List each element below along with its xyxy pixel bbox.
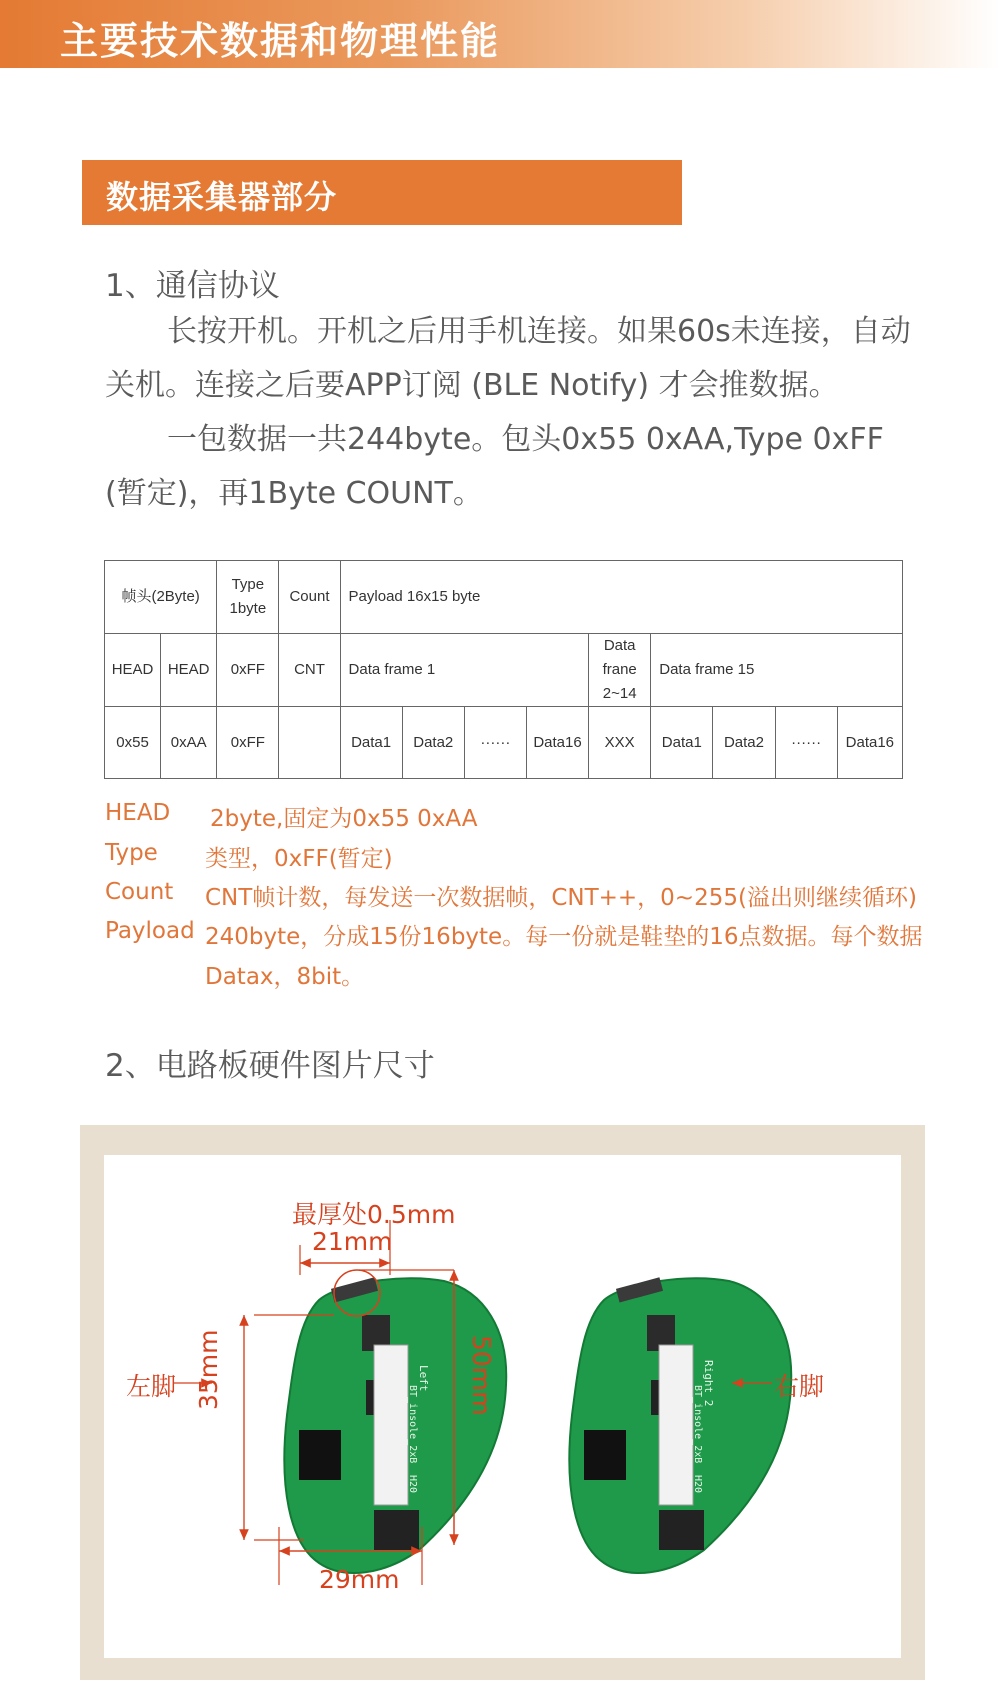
table-cell: 0xAA <box>161 707 217 779</box>
left-foot-label: 左脚 <box>126 1372 177 1401</box>
table-cell: HEAD <box>105 634 161 707</box>
table-cell: Data1 <box>651 707 713 779</box>
table-cell: XXX <box>589 707 651 779</box>
table-cell: 0xFF <box>217 634 279 707</box>
definition-desc-cont: Datax，8bit。 <box>205 964 365 990</box>
table-cell: ······ <box>464 707 526 779</box>
right-foot-label: 右脚 <box>774 1372 825 1401</box>
silk-model: BT_insole_2xB <box>407 1385 418 1464</box>
silk-model-right: BT_insole_2xB <box>692 1385 703 1464</box>
width-bottom-label: 29mm <box>319 1565 400 1594</box>
table-cell: Data1 <box>340 707 402 779</box>
table-cell: Data2 <box>713 707 775 779</box>
table-cell: Data16 <box>837 707 902 779</box>
definition-term: Count <box>105 879 174 905</box>
definition-term: Payload <box>105 918 195 944</box>
table-row <box>105 634 903 707</box>
table-cell <box>279 707 340 779</box>
protocol-paragraph-2 <box>105 413 915 521</box>
protocol-heading: 1、通信协议 <box>105 268 280 304</box>
definition-desc: 240byte，分成15份16byte。每一份就是鞋垫的16点数据。每个数据 <box>205 924 923 950</box>
table-row <box>105 561 903 634</box>
height-right-label: 50mm <box>467 1335 496 1416</box>
top-banner <box>0 0 1000 68</box>
table-cell: Data frame 15 <box>651 634 903 707</box>
table-row <box>105 707 903 779</box>
height-left-label: 35mm <box>194 1329 223 1410</box>
table-cell: Type 1byte <box>217 561 279 634</box>
silk-ver-right: H20 <box>692 1475 703 1494</box>
silk-ver: H20 <box>407 1475 418 1494</box>
section-title: 数据采集器部分 <box>106 178 338 216</box>
right-board <box>569 1277 791 1573</box>
definition-term: HEAD <box>105 800 171 826</box>
silk-right: Right 2 <box>702 1360 715 1407</box>
definition-term: Type <box>105 840 158 866</box>
definition-desc: 类型，0xFF(暂定) <box>205 846 393 872</box>
table-cell: Data frame 1 <box>340 634 589 707</box>
protocol-table <box>104 560 903 779</box>
definition-desc: 2byte,固定为0x55 0xAA <box>210 806 478 832</box>
protocol-paragraph-1 <box>105 305 915 413</box>
table-cell: Data2 <box>402 707 464 779</box>
thickness-label: 最厚处0.5mm <box>292 1200 456 1229</box>
table-cell: Payload 16x15 byte <box>340 561 902 634</box>
table-cell: 0xFF <box>217 707 279 779</box>
board-photo-area <box>104 1155 901 1658</box>
section-header <box>82 160 682 225</box>
protocol-text-1: 长按开机。开机之后用手机连接。如果60s未连接，自动关机。连接之后要APP订阅 (BLE Notify) 才会推数据。 <box>105 314 911 403</box>
board-figure <box>80 1125 925 1680</box>
table-cell: Count <box>279 561 340 634</box>
table-cell: 帧头(2Byte) <box>105 561 217 634</box>
page-title: 主要技术数据和物理性能 <box>60 19 501 63</box>
width-top-label: 21mm <box>312 1227 393 1256</box>
protocol-text-2: 一包数据一共244byte。包头0x55 0xAA,Type 0xFF (暂定)，再1Byte COUNT。 <box>105 422 884 511</box>
definition-desc: CNT帧计数，每发送一次数据帧，CNT++，0~255(溢出则继续循环) <box>205 885 917 911</box>
table-cell: ······ <box>775 707 837 779</box>
table-cell: CNT <box>279 634 340 707</box>
table-cell: Data frane 2~14 <box>589 634 651 707</box>
table-cell: 0x55 <box>105 707 161 779</box>
silk-left: Left <box>417 1365 430 1392</box>
board-heading: 2、电路板硬件图片尺寸 <box>105 1048 435 1084</box>
table-cell: Data16 <box>526 707 588 779</box>
table-cell: HEAD <box>161 634 217 707</box>
pcb-diagram <box>104 1155 901 1658</box>
